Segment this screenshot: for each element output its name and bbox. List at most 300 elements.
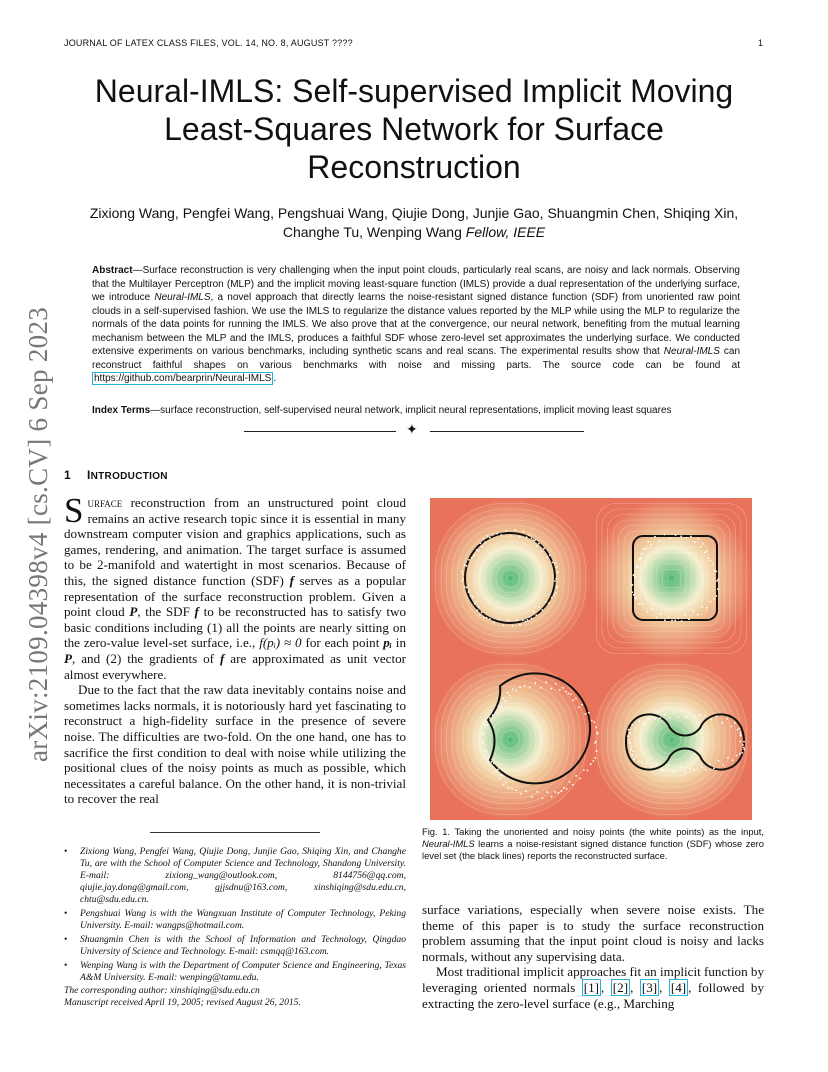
input-point [484, 541, 486, 543]
input-point [581, 704, 583, 706]
input-point [525, 790, 527, 792]
math-p-i: pᵢ [383, 635, 392, 651]
input-point [710, 560, 712, 562]
input-point [635, 598, 637, 600]
input-point [464, 564, 466, 566]
right-paragraph-2: Most traditional implicit approaches fit an implicit function by leveraging oriented normals [1] , [2] , [3] , [4] , followed by extracting the zero-level surface (e.g., Marching [422, 964, 765, 1011]
citation-link[interactable]: [3] [641, 979, 658, 995]
input-point [476, 549, 478, 551]
footnote-item: • Shuangmin Chen is with the School of Information and Technology, Qingdao University of Science and Technology. E-mail: csmqq@163.com. [64, 934, 406, 958]
input-point [739, 732, 741, 734]
input-point [554, 791, 556, 793]
input-point [664, 619, 666, 621]
intro-paragraph-2: Due to the fact that the raw data inevitably contains noise and sometimes lacks normals, it is notoriously hard yet fascinating to reconstruct a high-fidelity surface in the presence of severe noise. The difficulties are two-fold. On the one hand, one has to sacrifice the first condition to deal with noise while utilizing the positional clues of the noisy points as much as possible, which necessitates a careful balance. On the other hand, it is non-trivial to recover the real [64, 682, 406, 807]
intro-text: for each point [301, 635, 384, 651]
caption-text-a: Fig. 1. Taking the unoriented and noisy points (the white points) as the input, [422, 826, 764, 837]
input-point [689, 768, 691, 770]
input-point [636, 566, 638, 568]
input-point [486, 617, 488, 619]
arxiv-stamp: arXiv:2109.04398v4 [cs.CV] 6 Sep 2023 [23, 306, 53, 762]
input-point [492, 534, 494, 536]
input-point [631, 584, 633, 586]
input-point [462, 578, 464, 580]
input-point [543, 548, 545, 550]
input-point [633, 574, 635, 576]
input-point [639, 720, 641, 722]
input-point [662, 770, 664, 772]
citation-link[interactable]: [1] [583, 979, 600, 995]
input-point [498, 619, 500, 621]
input-point [631, 746, 633, 748]
input-point [556, 566, 558, 568]
input-point [643, 723, 645, 725]
input-point [479, 614, 481, 616]
input-point [472, 596, 474, 598]
paper-title: Neural-IMLS: Self-supervised Implicit Moving Least-Squares Network for Surface Reconstruction [94, 73, 734, 185]
input-point [643, 548, 645, 550]
input-point [462, 573, 464, 575]
input-point [493, 762, 495, 764]
input-point [465, 587, 467, 589]
input-point [704, 552, 706, 554]
input-point [645, 548, 647, 550]
input-point [530, 538, 532, 540]
input-point [713, 598, 715, 600]
input-point [677, 716, 679, 718]
input-point [476, 609, 478, 611]
input-point [509, 695, 511, 697]
input-point [694, 541, 696, 543]
input-point [742, 744, 744, 746]
input-point [555, 683, 557, 685]
author-suffix: Fellow, IEEE [465, 224, 546, 240]
input-point [579, 778, 581, 780]
input-point [519, 536, 521, 538]
input-point [590, 763, 592, 765]
input-point [743, 749, 745, 751]
input-point [474, 603, 476, 605]
input-point [714, 570, 716, 572]
input-point [640, 557, 642, 559]
input-point [705, 769, 707, 771]
input-point [507, 692, 509, 694]
input-point [587, 769, 589, 771]
input-point [495, 770, 497, 772]
right-text: , followed by extracting the zero-level surface (e.g., Marching [422, 979, 764, 1011]
input-point [706, 550, 708, 552]
intro-left-column [64, 491, 406, 807]
input-point [536, 791, 538, 793]
input-point [717, 588, 719, 590]
abstract-label: Abstract [92, 265, 133, 276]
input-point [528, 534, 530, 536]
input-point [668, 765, 670, 767]
input-point [515, 689, 517, 691]
input-point [562, 687, 564, 689]
input-point [535, 614, 537, 616]
input-point [635, 756, 637, 758]
index-terms-text: —surface reconstruction, self-supervised neural network, implicit neural representations, implicit moving least squares [150, 405, 672, 416]
input-point [507, 619, 509, 621]
input-point [550, 688, 552, 690]
input-point [554, 562, 556, 564]
sdf-panel-4 [591, 659, 752, 820]
caption-method: Neural-IMLS [422, 837, 475, 849]
input-point [497, 769, 499, 771]
input-point [704, 715, 706, 717]
input-point [553, 594, 555, 596]
input-point [499, 778, 501, 780]
input-point [736, 755, 738, 757]
input-point [468, 559, 470, 561]
input-point [527, 619, 529, 621]
input-point [740, 735, 742, 737]
input-point [659, 717, 661, 719]
input-point [628, 739, 630, 741]
input-point [481, 742, 483, 744]
input-point [716, 716, 718, 718]
input-point [519, 624, 521, 626]
input-point [520, 793, 522, 795]
input-point [641, 553, 643, 555]
input-point [468, 591, 470, 593]
input-point [473, 554, 475, 556]
input-point [554, 580, 556, 582]
abstract-text-a: —Surface reconstruction is very challenging when the input point clouds, particularly real scans, are noisy and lack normals. Observing that the Multilayer Perceptron (MLP) and the implicit moving least-square function (IMLS) provide a dual representation of the underlying surface, we introduce [92, 265, 740, 303]
input-point [656, 764, 658, 766]
input-point [595, 741, 597, 743]
input-point [531, 617, 533, 619]
input-point [649, 718, 651, 720]
input-point [716, 580, 718, 582]
input-point [709, 763, 711, 765]
figure-caption [422, 826, 764, 861]
input-point [713, 767, 715, 769]
separator-line-left [244, 431, 396, 432]
input-point [594, 757, 596, 759]
input-point [708, 557, 710, 559]
input-point [529, 686, 531, 688]
input-point [595, 726, 597, 728]
input-point [715, 571, 717, 573]
section-separator [244, 424, 584, 438]
input-point [512, 688, 514, 690]
input-point [566, 788, 568, 790]
input-point [545, 681, 547, 683]
input-point [638, 761, 640, 763]
input-point [722, 764, 724, 766]
input-point [546, 556, 548, 558]
input-point [669, 717, 671, 719]
intro-right-column [422, 902, 764, 1011]
input-point [633, 594, 635, 596]
input-point [701, 767, 703, 769]
input-point [734, 722, 736, 724]
input-point [645, 762, 647, 764]
input-point [515, 789, 517, 791]
input-point [510, 535, 512, 537]
input-point [718, 760, 720, 762]
input-point [565, 691, 567, 693]
input-point [502, 697, 504, 699]
input-point [478, 606, 480, 608]
input-point [690, 711, 692, 713]
input-point [631, 754, 633, 756]
author-list [60, 204, 768, 242]
input-point [492, 714, 494, 716]
input-point [531, 796, 533, 798]
input-point [556, 586, 558, 588]
input-point [641, 761, 643, 763]
input-point [631, 591, 633, 593]
input-point [464, 586, 466, 588]
input-point [697, 769, 699, 771]
input-point [642, 603, 644, 605]
input-point [555, 592, 557, 594]
input-point [654, 718, 656, 720]
math-f: f [289, 572, 294, 588]
input-point [633, 758, 635, 760]
section-heading-introduction [64, 468, 168, 482]
input-point [679, 766, 681, 768]
input-point [726, 718, 728, 720]
input-point [516, 619, 518, 621]
intro-text: reconstruction from an unstructured point cloud remains an active research topic since it is essential in many downstream computer vision and graphics applications, such as games, rendering, and animation. The target surface is assumed to be 2-manifold and watertight in most scenarios. Because of this, the signed distance function (SDF) [64, 495, 406, 588]
sdf-panel-1 [430, 498, 591, 659]
index-terms-label: Index Terms [92, 405, 151, 416]
input-point [502, 624, 504, 626]
input-point [484, 750, 486, 752]
input-point [673, 711, 675, 713]
input-point [538, 543, 540, 545]
input-point [546, 791, 548, 793]
input-point [475, 601, 477, 603]
input-point [738, 728, 740, 730]
input-point [637, 566, 639, 568]
input-point [592, 760, 594, 762]
input-point [560, 790, 562, 792]
input-point [593, 721, 595, 723]
input-point [730, 726, 732, 728]
input-point [631, 724, 633, 726]
input-point [732, 759, 734, 761]
input-point [495, 711, 497, 713]
citation-link[interactable]: [4] [670, 979, 687, 995]
input-point [575, 775, 577, 777]
input-point [575, 698, 577, 700]
input-point [712, 563, 714, 565]
author-names: Zixiong Wang, Pengfei Wang, Pengshuai Wang, Qiujie Dong, Junjie Gao, Shuangmin Chen, Shiqing Xin, Changhe Tu, Wenping Wang [89, 205, 739, 240]
section-title-first: I [86, 468, 91, 482]
input-point [680, 535, 682, 537]
input-point [739, 753, 741, 755]
input-point [595, 750, 597, 752]
input-point [545, 601, 547, 603]
input-point [489, 717, 491, 719]
input-point [694, 715, 696, 717]
input-point [597, 733, 599, 735]
input-point [532, 539, 534, 541]
footnote-item: • Pengshuai Wang is with the Wangxuan Institute of Computer Technology, Peking University. E-mail: wangps@hotmail.com. [64, 908, 406, 932]
input-point [692, 610, 694, 612]
corresponding-author: The corresponding author: xinshiqing@sdu.edu.cn [64, 985, 260, 996]
source-code-link[interactable]: https://github.com/bearprin/Neural-IMLS [94, 373, 272, 384]
input-point [583, 769, 585, 771]
input-point [489, 537, 491, 539]
input-point [669, 537, 671, 539]
input-point [500, 534, 502, 536]
page-number: 1 [758, 38, 764, 48]
input-point [512, 625, 514, 627]
input-point [647, 541, 649, 543]
input-point [684, 771, 686, 773]
figure-sdf-panels [430, 498, 752, 820]
input-point [559, 689, 561, 691]
input-point [505, 700, 507, 702]
input-point [551, 796, 553, 798]
input-point [658, 540, 660, 542]
abstract [92, 264, 740, 386]
input-point [481, 546, 483, 548]
intro-text: in [391, 635, 406, 651]
input-point [685, 716, 687, 718]
input-point [524, 620, 526, 622]
separator-line-right [430, 431, 584, 432]
input-point [486, 535, 488, 537]
input-point [479, 542, 481, 544]
input-point [486, 724, 488, 726]
input-point [541, 609, 543, 611]
input-point [569, 781, 571, 783]
input-point [482, 733, 484, 735]
input-point [656, 616, 658, 618]
input-point [743, 741, 745, 743]
input-point [493, 621, 495, 623]
input-point [461, 580, 463, 582]
intro-text: , and (2) the gradients of [72, 650, 220, 666]
math-f: f [194, 604, 199, 620]
input-point [572, 699, 574, 701]
input-point [681, 620, 683, 622]
input-point [628, 742, 630, 744]
input-point [664, 714, 666, 716]
input-point [638, 603, 640, 605]
input-point [519, 687, 521, 689]
input-point [588, 712, 590, 714]
input-point [741, 752, 743, 754]
input-point [552, 561, 554, 563]
abstract-method-2: Neural-IMLS [663, 346, 720, 357]
affiliation-footnotes [64, 846, 406, 986]
input-point [591, 720, 593, 722]
section-number: 1 [64, 468, 71, 482]
input-point [515, 529, 517, 531]
input-point [572, 784, 574, 786]
input-point [693, 769, 695, 771]
input-point [627, 735, 629, 737]
input-point [503, 784, 505, 786]
intro-text: , the SDF [137, 604, 195, 620]
input-point [632, 750, 634, 752]
input-point [697, 538, 699, 540]
input-point [570, 693, 572, 695]
right-paragraph-1: surface variations, especially when severe noise exists. The theme of this paper is to study the surface reconstruction problem assuming that the input point cloud is noisy and lacks normals, without any supervising data. [422, 902, 764, 964]
input-point [639, 558, 641, 560]
footnote-item: • Wenping Wang is with the Department of Computer Science and Engineering, Texas A&M University. E-mail: wenping@tamu.edu. [64, 960, 406, 984]
input-point [675, 534, 677, 536]
input-point [491, 761, 493, 763]
corresponding-author-note [64, 985, 406, 1009]
input-point [484, 724, 486, 726]
intro-paragraph-1 [64, 491, 406, 682]
right-text: Most traditional implicit approaches fit an implicit function by leveraging oriented normals [422, 964, 765, 995]
input-point [701, 606, 703, 608]
footnote-rule [150, 832, 320, 833]
intro-smallcaps: urface [87, 495, 123, 510]
dropcap: S [64, 491, 84, 530]
input-point [743, 747, 745, 749]
input-point [498, 705, 500, 707]
input-point [551, 597, 553, 599]
footnote-item: • Zixiong Wang, Pengfei Wang, Qiujie Dong, Junjie Gao, Shiqing Xin, and Changhe Tu, are with the School of Computer Science and Technology, Shandong University. E-mail: zixiong_wang@outlook.com, 8144756@qq.com, qiujie.jay.dong@gmail.com, gjjsdnu@163.com, xinshiqing@sdu.edu.cn, chtu@sdu.edu.cn. [64, 846, 406, 906]
input-point [702, 543, 704, 545]
input-point [563, 787, 565, 789]
input-point [699, 714, 701, 716]
separator-star-icon: ✦ [406, 422, 418, 438]
input-point [634, 576, 636, 578]
input-point [483, 617, 485, 619]
input-point [478, 550, 480, 552]
input-point [489, 618, 491, 620]
input-point [650, 766, 652, 768]
input-point [555, 578, 557, 580]
input-point [688, 618, 690, 620]
input-point [508, 787, 510, 789]
input-point [557, 572, 559, 574]
input-point [481, 732, 483, 734]
input-point [534, 539, 536, 541]
input-point [715, 595, 717, 597]
input-point [671, 619, 673, 621]
input-point [481, 611, 483, 613]
input-point [697, 614, 699, 616]
input-point [664, 534, 666, 536]
input-point [466, 565, 468, 567]
sdf-panel-2 [591, 498, 752, 659]
input-point [677, 618, 679, 620]
input-point [549, 554, 551, 556]
input-point [540, 551, 542, 553]
citation-link[interactable]: [2] [612, 979, 629, 995]
input-point [496, 533, 498, 535]
abstract-text-c: can reconstruct faithful shapes on various benchmarks with noise and missing parts. The source code can be found at [92, 346, 741, 371]
input-point [710, 601, 712, 603]
input-point [646, 611, 648, 613]
input-point [685, 537, 687, 539]
input-point [684, 614, 686, 616]
input-point [486, 751, 488, 753]
input-point [568, 693, 570, 695]
input-point [542, 797, 544, 799]
input-point [594, 742, 596, 744]
input-point [522, 619, 524, 621]
input-point [534, 682, 536, 684]
input-point [511, 788, 513, 790]
input-point [540, 687, 542, 689]
input-point [536, 545, 538, 547]
abstract-method: Neural-IMLS [154, 292, 211, 303]
input-point [523, 531, 525, 533]
